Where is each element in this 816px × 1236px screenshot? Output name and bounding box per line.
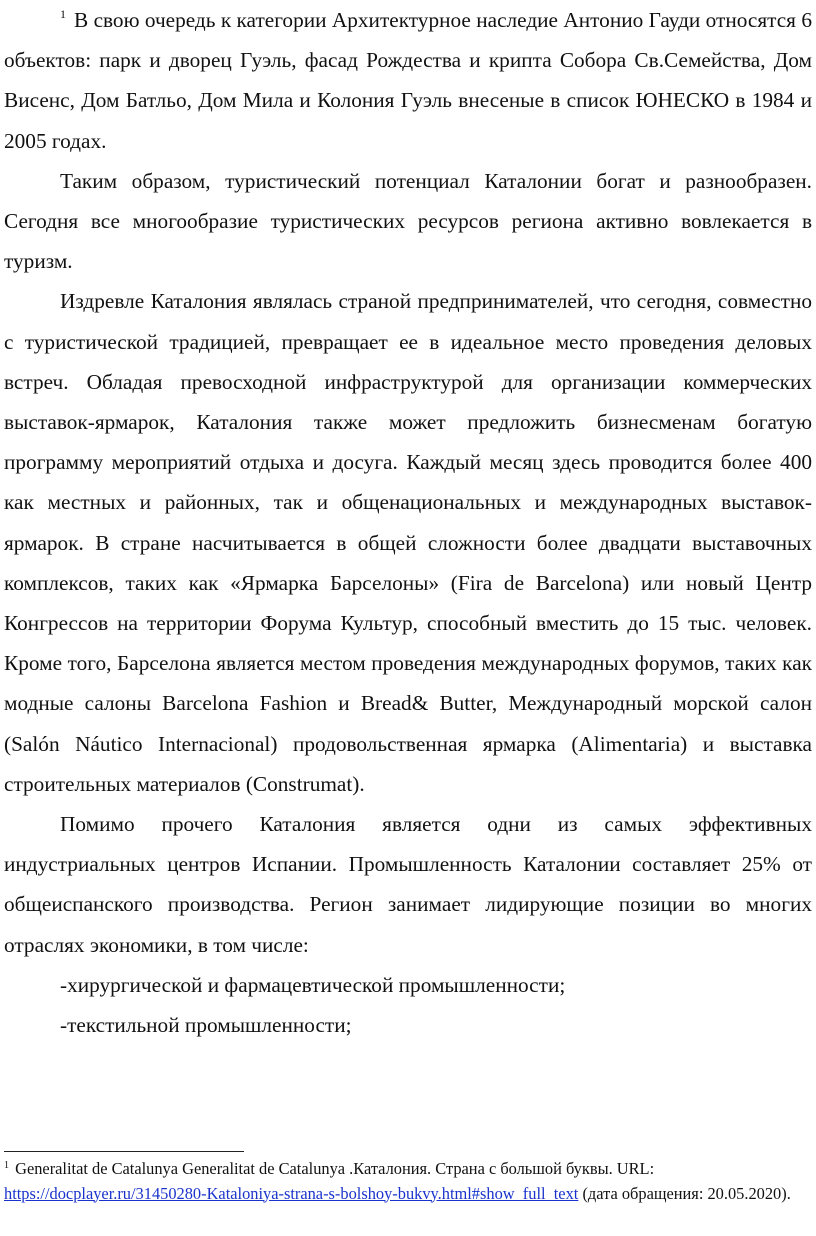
list-item-surgical-pharma: -хирургической и фармацевтической промышленности; (60, 972, 566, 997)
footnote-mark: 1 (4, 1160, 9, 1171)
paragraph-industry: Помимо прочего Каталония является одни из самых эффективных индустриальных центров Испании. Промышленность Каталонии составляет 25% от общеиспанского производства. Регион занимает лидирующие позиции во многих отраслях экономики, в том числе: (4, 812, 812, 957)
paragraph-tourism-potential: Таким образом, туристический потенциал Каталонии богат и разнообразен. Сегодня все многообразие туристических ресурсов региона активно вовлекается в туризм. (4, 168, 812, 274)
footnote-link[interactable]: https://docplayer.ru/31450280-Kataloniya-strana-s-bolshoy-bukvy.html#show_full_text (4, 1183, 579, 1203)
footnote-separator (4, 1151, 244, 1152)
list-item-textile: -текстильной промышленности; (60, 1013, 352, 1038)
paragraph-gaudi (4, 0, 812, 161)
footnote-reference-mark[interactable]: 1 (60, 7, 66, 21)
footnote (4, 1157, 812, 1206)
paragraph-business: Издревле Каталония являлась страной предпринимателей, что сегодня, совместно с туристической традицией, превращает ее в идеальное место проведения деловых встреч. Обладая превосходной инфраструктурой для организации коммерческих выставок-ярмарок, Каталония также может предложить бизнесменам богатую программу мероприятий отдыха и досуга. Каждый месяц здесь проводится более 400 как местных и районных, так и общенациональных и международных выставок-ярмарок. В стране насчитывается в общей сложности более двадцати выставочных комплексов, таких как «Ярмарка Барселоны» (Fira de Barcelona) или новый Центр Конгрессов на территории Форума Культур, способный вместить до 15 тыс. человек. Кроме того, Барселона является местом проведения международных форумов, таких как модные салоны Barcelona Fashion и Bread& Butter, Международный морской салон (Salón Náutico Internacional) продовольственная ярмарка (Alimentaria) и выставка строительных материалов (Construmat). (4, 289, 812, 796)
footnote-text: Generalitat de Catalunya Generalitat de Catalunya .Каталония. Страна с большой буквы. URL: (15, 1159, 655, 1178)
paragraph-text: В свою очередь к категории Архитектурное наследие Антонио Гауди относятся 6 объектов: парк и дворец Гуэль, фасад Рождества и крипта Собора Св.Семейства, Дом Висенс, Дом Батльо, Дом Мила и Колония Гуэль внесеные в список ЮНЕСКО в 1984 и 2005 годах. (4, 8, 812, 153)
body-text (4, 0, 812, 1045)
footnote-access-date: (дата обращения: 20.05.2020). (582, 1183, 791, 1203)
